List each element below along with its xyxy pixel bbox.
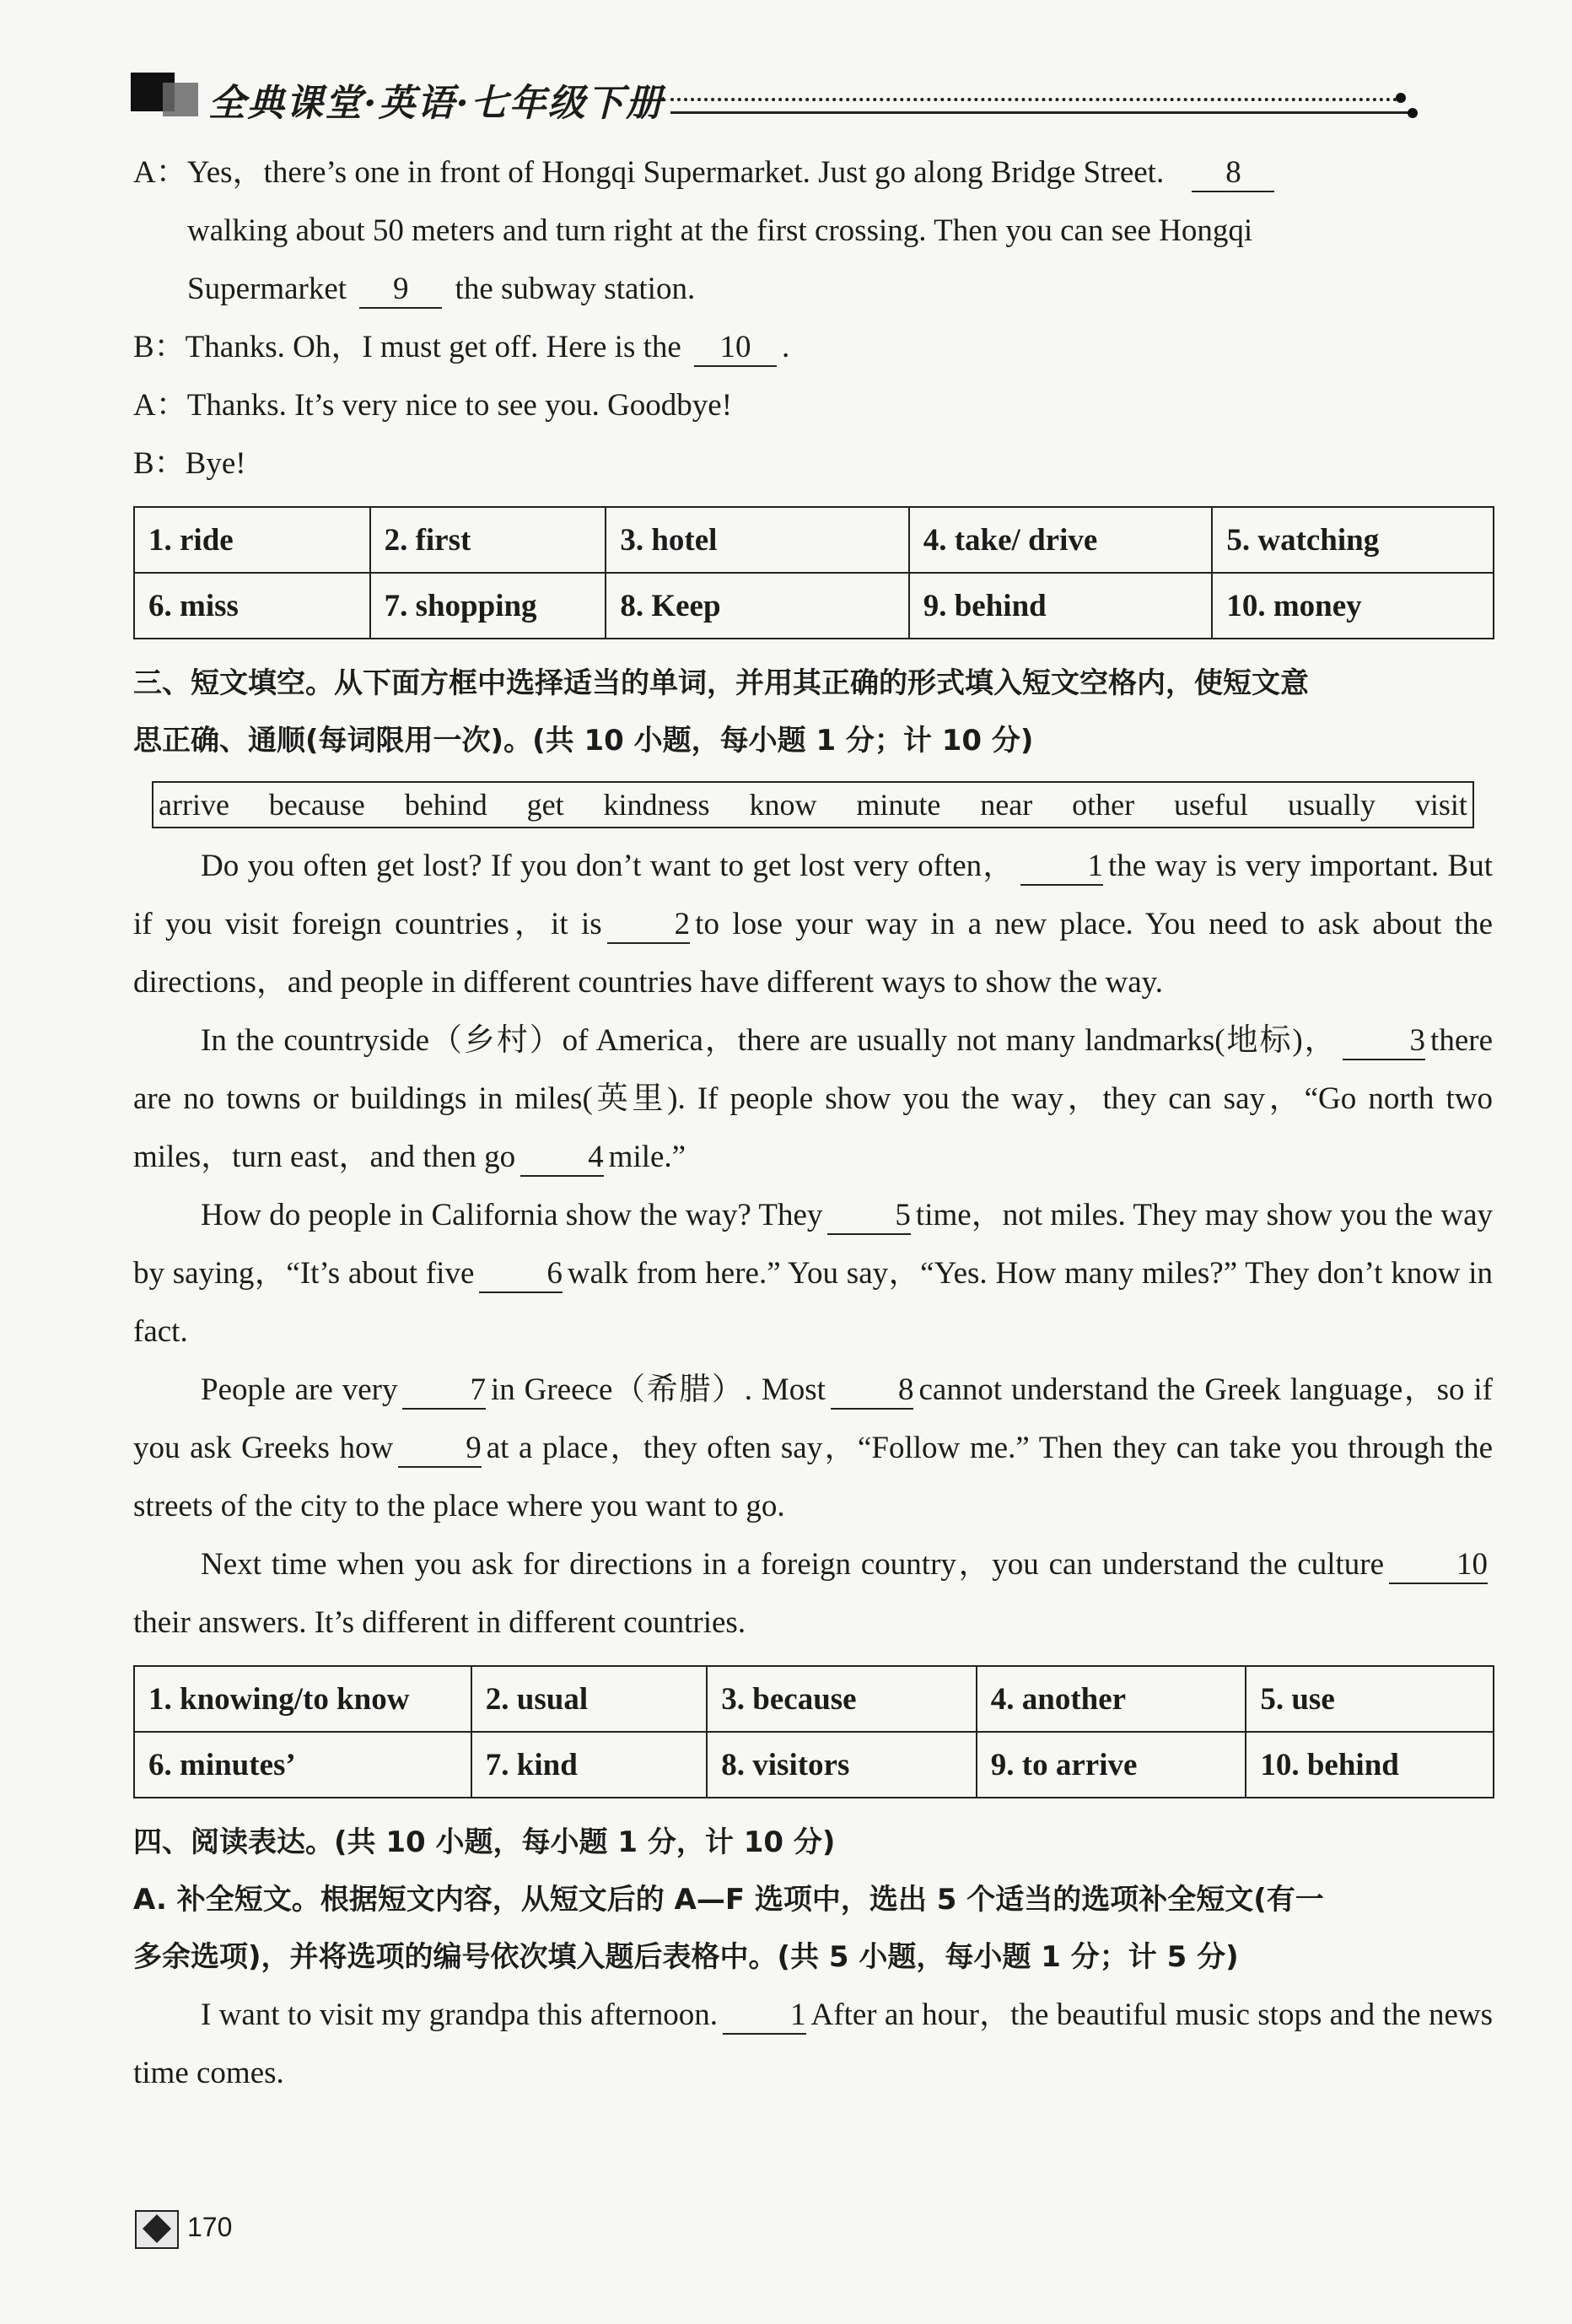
passage-text: in Greece（希腊）. Most bbox=[490, 1372, 826, 1407]
table-cell: 1. knowing/to know bbox=[134, 1666, 471, 1732]
passage-text: the way is very important. But if you visit foreign countries，it is bbox=[133, 849, 1493, 941]
answer-blank: 5 bbox=[827, 1199, 911, 1235]
passage bbox=[133, 837, 1493, 1652]
table-cell: 2. usual bbox=[471, 1666, 708, 1732]
word-box-item: minute bbox=[856, 788, 941, 822]
dialogue-line bbox=[133, 318, 1493, 376]
passage-text: Next time when you ask for directions in a foreign country，you can understand the culture bbox=[201, 1547, 1384, 1582]
page-header bbox=[131, 66, 1429, 127]
passage-text: How do people in California show the way? They bbox=[201, 1198, 823, 1232]
answer-blank: 9 bbox=[398, 1432, 482, 1468]
dialogue-text: . bbox=[782, 330, 790, 364]
answer-blank: 8 bbox=[831, 1373, 914, 1410]
passage-text: In the countryside（乡村）of America，there are usually not many landmarks(地标)， bbox=[201, 1023, 1338, 1058]
word-box-item: useful bbox=[1174, 788, 1249, 822]
answer-blank: 2 bbox=[607, 908, 691, 944]
answer-blank: 3 bbox=[1343, 1024, 1426, 1060]
table-row bbox=[134, 1732, 1494, 1798]
answer-blank: 1 bbox=[1020, 849, 1104, 886]
diamond-icon bbox=[143, 2214, 171, 2243]
word-box-item: other bbox=[1072, 788, 1135, 822]
passage-text: After an hour，the beautiful music stops and the news time comes. bbox=[133, 1998, 1494, 2090]
section-heading: 多余选项)，并将选项的编号依次填入题后表格中。(共 5 小题，每小题 1 分；计 5 分) bbox=[133, 1940, 1239, 1974]
passage-text: Do you often get lost? If you don’t want to get lost very often， bbox=[201, 849, 1015, 883]
header-dot-icon bbox=[1396, 93, 1406, 103]
table-cell: 9. behind bbox=[909, 573, 1213, 639]
word-box-item: know bbox=[749, 788, 817, 822]
word-box-item: kindness bbox=[603, 788, 710, 822]
table-cell: 3. hotel bbox=[606, 507, 908, 573]
passage-paragraph bbox=[133, 1186, 1493, 1361]
passage-text: time，not miles. They may show you the way by saying，“It’s about five bbox=[133, 1198, 1494, 1291]
content bbox=[133, 143, 1493, 2102]
passage-paragraph bbox=[133, 1535, 1493, 1652]
header-rule bbox=[670, 111, 1413, 114]
table-cell: 4. take/ drive bbox=[909, 507, 1213, 573]
word-box-item: because bbox=[268, 788, 365, 822]
answer-table-2 bbox=[133, 1665, 1494, 1798]
word-box bbox=[152, 781, 1474, 828]
passage-text: cannot understand the Greek language，so if you ask Greeks how bbox=[133, 1372, 1493, 1465]
passage-text: I want to visit my grandpa this afternoon. bbox=[201, 1998, 719, 2032]
table-cell: 5. watching bbox=[1212, 507, 1494, 573]
word-box-item: behind bbox=[404, 788, 487, 822]
table-cell: 10. behind bbox=[1246, 1732, 1494, 1798]
passage-paragraph bbox=[133, 1361, 1493, 1535]
dialogue-line bbox=[133, 260, 1493, 318]
page-number: 170 bbox=[187, 2212, 233, 2242]
dialogue-line bbox=[133, 143, 1493, 202]
dialogue-line bbox=[133, 202, 1493, 260]
section-3-instructions bbox=[133, 655, 1493, 769]
passage-text: People are very bbox=[201, 1372, 398, 1407]
answer-blank: 8 bbox=[1192, 156, 1274, 192]
table-cell: 7. kind bbox=[471, 1732, 708, 1798]
passage-text: their answers. It’s different in different countries. bbox=[133, 1605, 746, 1640]
table-cell: 4. another bbox=[977, 1666, 1246, 1732]
table-cell: 5. use bbox=[1246, 1666, 1494, 1732]
table-cell: 2. first bbox=[370, 507, 606, 573]
reading-a-paragraph bbox=[133, 1986, 1493, 2102]
dialogue-text: B：Thanks. Oh，I must get off. Here is the bbox=[133, 330, 681, 364]
header-dot-icon bbox=[1408, 108, 1418, 118]
dialogue-text: A：Yes，there’s one in front of Hongqi Supermarket. Just go along Bridge Street. bbox=[133, 155, 1165, 190]
dialogue-line bbox=[133, 434, 1493, 493]
word-box-item: usually bbox=[1287, 788, 1376, 822]
answer-blank: 10 bbox=[1389, 1548, 1488, 1584]
passage-text: to lose your way in a new place. You need to ask about the directions，and people in different countries have different ways to show the way. bbox=[133, 907, 1494, 1000]
header-square-shadow-icon bbox=[163, 83, 198, 116]
table-row bbox=[134, 507, 1494, 573]
dialogue-text: the subway station. bbox=[455, 272, 696, 306]
dialogue-text: A：Thanks. It’s very nice to see you. Goodbye! bbox=[133, 388, 733, 423]
dialogue-line bbox=[133, 376, 1493, 434]
table-cell: 3. because bbox=[707, 1666, 977, 1732]
header-dotted-line bbox=[670, 98, 1404, 101]
dialogue-text: Supermarket bbox=[187, 272, 347, 306]
dialogue-text: B：Bye! bbox=[133, 446, 246, 481]
section-heading: A. 补全短文。根据短文内容，从短文后的 A—F 选项中，选出 5 个适当的选项补全短文(有一 bbox=[133, 1883, 1324, 1917]
table-cell: 9. to arrive bbox=[977, 1732, 1246, 1798]
section-heading: 思正确、通顺(每词限用一次)。(共 10 小题，每小题 1 分；计 10 分) bbox=[133, 724, 1034, 758]
passage-text: at a place，they often say，“Follow me.” Then they can take you through the streets of the city to the place where you want to go. bbox=[133, 1431, 1493, 1523]
answer-blank: 10 bbox=[694, 331, 777, 367]
header-title: 全典课堂·英语·七年级下册 bbox=[208, 82, 665, 125]
table-cell: 1. ride bbox=[134, 507, 370, 573]
passage-paragraph bbox=[133, 837, 1493, 1011]
table-cell: 6. miss bbox=[134, 573, 370, 639]
table-row bbox=[134, 573, 1494, 639]
answer-blank: 7 bbox=[402, 1373, 486, 1410]
table-cell: 8. visitors bbox=[707, 1732, 977, 1798]
section-heading: 四、阅读表达。(共 10 小题，每小题 1 分，计 10 分) bbox=[133, 1825, 836, 1859]
passage-text: there are no towns or buildings in miles(英里). If people show you the way，they can say，“Go north two miles，turn east，and then go bbox=[133, 1023, 1493, 1174]
dialogue-text: walking about 50 meters and turn right at the first crossing. Then you can see Hongqi bbox=[187, 213, 1253, 248]
answer-table-1 bbox=[133, 506, 1494, 639]
table-row bbox=[134, 1666, 1494, 1732]
passage-text: walk from here.” You say，“Yes. How many miles?” They don’t know in fact. bbox=[133, 1256, 1494, 1349]
table-cell: 8. Keep bbox=[606, 573, 908, 639]
diamond-icon-box bbox=[135, 2210, 179, 2249]
table-cell: 6. minutes’ bbox=[134, 1732, 471, 1798]
word-box-item: get bbox=[526, 788, 564, 822]
dialogue bbox=[133, 143, 1493, 493]
word-box-item: visit bbox=[1414, 788, 1467, 822]
answer-blank: 9 bbox=[359, 272, 442, 309]
answer-blank: 4 bbox=[520, 1140, 604, 1177]
passage-paragraph bbox=[133, 1011, 1493, 1186]
section-heading: 三、短文填空。从下面方框中选择适当的单词，并用其正确的形式填入短文空格内，使短文意 bbox=[133, 666, 1309, 700]
answer-blank: 6 bbox=[479, 1257, 563, 1293]
passage-text: mile.” bbox=[608, 1140, 686, 1174]
section-4-instructions bbox=[133, 1814, 1493, 1986]
answer-blank: 1 bbox=[723, 1998, 806, 2035]
table-cell: 10. money bbox=[1212, 573, 1494, 639]
word-box-item: near bbox=[980, 788, 1033, 822]
word-box-item: arrive bbox=[159, 788, 229, 822]
table-cell: 7. shopping bbox=[370, 573, 606, 639]
